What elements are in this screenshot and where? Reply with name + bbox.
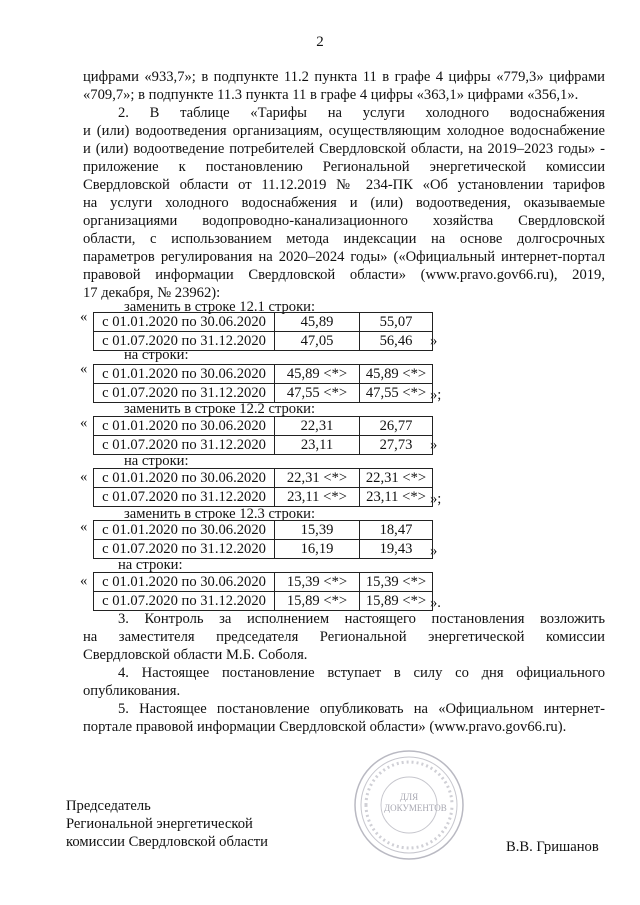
quote-open: « (80, 519, 88, 535)
replacement-heading: на строки: (124, 453, 189, 469)
replacement-heading: на строки: (118, 557, 183, 573)
quote-close: ». (430, 595, 441, 611)
table-row (94, 592, 433, 611)
value-cell: 15,39 (275, 521, 360, 540)
value-cell: 15,39 <*> (275, 573, 360, 592)
text-line: на заместителя председателя Региональной энергетической комиссии (83, 629, 605, 645)
period-cell: с 01.01.2020 по 30.06.2020 (94, 521, 275, 540)
value-cell: 45,89 <*> (275, 365, 360, 384)
value-cell: 26,77 (360, 417, 433, 436)
text-line: приложение к постановлению Региональной энергетической комиссии (83, 159, 605, 175)
quote-open: « (80, 361, 88, 377)
period-cell: с 01.01.2020 по 30.06.2020 (94, 469, 275, 488)
text-line: 5. Настоящее постановление опубликовать на «Официальном интернет- (118, 701, 605, 717)
quote-open: « (80, 469, 88, 485)
value-cell: 23,11 <*> (275, 488, 360, 507)
text-line: Свердловской области М.Б. Соболя. (83, 647, 308, 663)
text-line: параметров регулирования на 2020–2024 годы» («Официальный интернет-портал (83, 249, 605, 265)
value-cell: 47,55 <*> (360, 384, 433, 403)
quote-open: « (80, 415, 88, 431)
replacement-heading: заменить в строке 12.2 строки: (124, 401, 316, 417)
period-cell: с 01.01.2020 по 30.06.2020 (94, 417, 275, 436)
value-cell: 55,07 (360, 313, 433, 332)
text-line: цифрами «933,7»; в подпункте 11.2 пункта 11 в графе 4 цифры «779,3» цифрами (83, 69, 605, 85)
table-row (94, 573, 433, 592)
table-row (94, 417, 433, 436)
text-line: 17 декабря, № 23962): (83, 285, 221, 301)
period-cell: с 01.01.2020 по 30.06.2020 (94, 313, 275, 332)
value-cell: 56,46 (360, 332, 433, 351)
signatory-name: В.В. Гришанов (506, 839, 599, 855)
official-seal (352, 748, 466, 862)
value-cell: 15,89 <*> (275, 592, 360, 611)
signatory-title-line: Региональной энергетической (66, 816, 253, 832)
table-row (94, 313, 433, 332)
rates-table (93, 416, 433, 455)
rates-table (93, 468, 433, 507)
text-line: и (или) водоотведения организациям, осуществляющим холодное водоснабжение (83, 123, 605, 139)
value-cell: 22,31 (275, 417, 360, 436)
seal-text: ДЛЯ ДОКУМЕНТОВ (384, 792, 447, 813)
signatory-title-line: комиссии Свердловской области (66, 834, 268, 850)
value-cell: 22,31 <*> (275, 469, 360, 488)
quote-open: « (80, 309, 88, 325)
text-line: области, с использованием метода индексации на основе долгосрочных (83, 231, 605, 247)
value-cell: 16,19 (275, 540, 360, 559)
quote-close: » (430, 333, 438, 349)
table-row (94, 488, 433, 507)
quote-close: »; (430, 387, 442, 403)
value-cell: 19,43 (360, 540, 433, 559)
value-cell: 18,47 (360, 521, 433, 540)
value-cell: 27,73 (360, 436, 433, 455)
text-line: 2. В таблице «Тарифы на услуги холодного водоснабжения (118, 105, 605, 121)
period-cell: с 01.07.2020 по 31.12.2020 (94, 436, 275, 455)
period-cell: с 01.07.2020 по 31.12.2020 (94, 592, 275, 611)
text-line: на услуги холодного водоснабжения и (или) водоотведения, оказываемые (83, 195, 605, 211)
text-line: Свердловской области от 11.12.2019 № 234-ПК «Об установлении тарифов (83, 177, 605, 193)
period-cell: с 01.01.2020 по 30.06.2020 (94, 573, 275, 592)
replacement-heading: заменить в строке 12.1 строки: (124, 299, 316, 315)
text-line: опубликования. (83, 683, 181, 699)
rates-table (93, 572, 433, 611)
value-cell: 47,05 (275, 332, 360, 351)
value-cell: 47,55 <*> (275, 384, 360, 403)
period-cell: с 01.07.2020 по 31.12.2020 (94, 540, 275, 559)
period-cell: с 01.07.2020 по 31.12.2020 (94, 384, 275, 403)
text-line: 3. Контроль за исполнением настоящего постановления возложить (118, 611, 605, 627)
value-cell: 15,39 <*> (360, 573, 433, 592)
value-cell: 22,31 <*> (360, 469, 433, 488)
text-line: 4. Настоящее постановление вступает в силу со дня официального (118, 665, 605, 681)
quote-close: » (430, 437, 438, 453)
text-line: и (или) водоотведение потребителей Свердловской области, на 2019–2023 годы» - (83, 141, 605, 157)
period-cell: с 01.07.2020 по 31.12.2020 (94, 332, 275, 351)
signatory-title-line: Председатель (66, 798, 151, 814)
value-cell: 15,89 <*> (360, 592, 433, 611)
quote-close: » (430, 543, 438, 559)
table-row (94, 365, 433, 384)
replacement-heading: на строки: (124, 347, 189, 363)
text-line: организациями водопроводно-канализационного хозяйства Свердловской (83, 213, 605, 229)
text-line: портале правовой информации Свердловской области» (www.pravo.gov66.ru). (83, 719, 567, 735)
value-cell: 23,11 (275, 436, 360, 455)
period-cell: с 01.01.2020 по 30.06.2020 (94, 365, 275, 384)
value-cell: 45,89 (275, 313, 360, 332)
quote-close: »; (430, 491, 442, 507)
value-cell: 23,11 <*> (360, 488, 433, 507)
table-row (94, 521, 433, 540)
period-cell: с 01.07.2020 по 31.12.2020 (94, 488, 275, 507)
value-cell: 45,89 <*> (360, 365, 433, 384)
replacement-heading: заменить в строке 12.3 строки: (124, 506, 316, 522)
text-line: «709,7»; в подпункте 11.3 пункта 11 в графе 4 цифры «363,1» цифрами «356,1». (83, 87, 579, 103)
text-line: правовой информации Свердловской области» (www.pravo.gov66.ru), 2019, (83, 267, 605, 283)
page-number: 2 (316, 34, 324, 50)
quote-open: « (80, 573, 88, 589)
table-row (94, 469, 433, 488)
rates-table (93, 364, 433, 403)
rates-table (93, 520, 433, 559)
